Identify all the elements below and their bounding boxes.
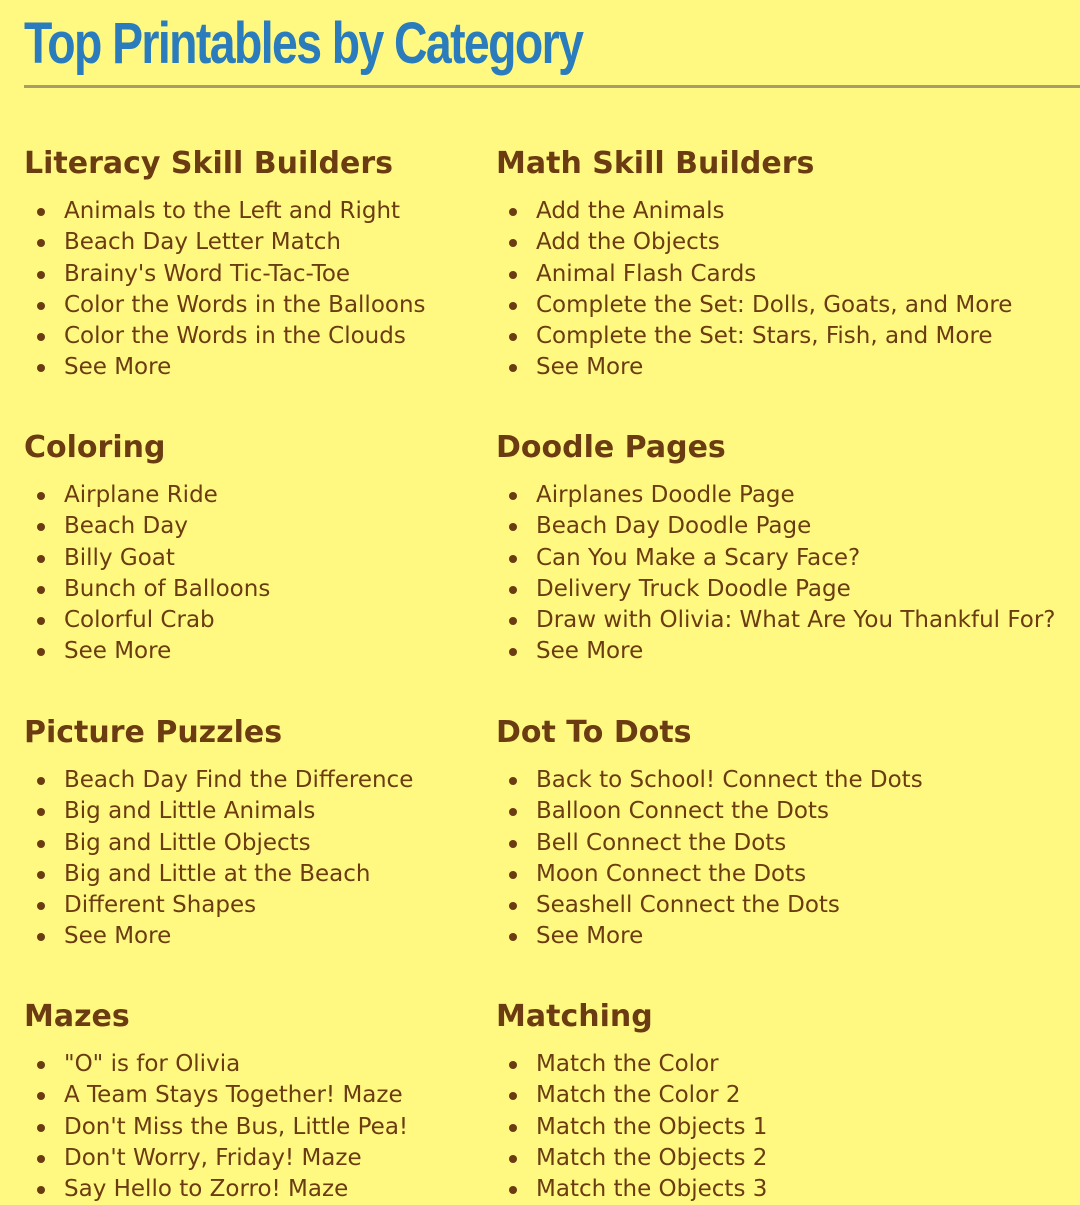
see-more-link[interactable]: See More <box>536 354 644 381</box>
list-item <box>496 1049 1080 1080</box>
list-item <box>496 890 1080 921</box>
title-divider <box>24 85 1080 88</box>
printable-link[interactable]: Beach Day Letter Match <box>64 229 341 256</box>
list-item <box>496 1143 1080 1174</box>
printable-link[interactable]: Billy Goat <box>64 544 175 571</box>
printable-link[interactable]: Big and Little Animals <box>64 798 316 825</box>
category-link-list <box>496 196 1080 384</box>
printable-link[interactable]: Complete the Set: Stars, Fish, and More <box>536 323 993 350</box>
list-item <box>496 259 1080 290</box>
printable-link[interactable]: Add the Objects <box>536 229 720 256</box>
list-item <box>496 227 1080 258</box>
printable-link[interactable]: Back to School! Connect the Dots <box>536 767 923 793</box>
printable-link[interactable]: Don't Miss the Bus, Little Pea! <box>64 1113 409 1140</box>
printable-link[interactable]: Animals to the Left and Right <box>64 198 401 224</box>
list-item <box>496 605 1080 636</box>
list-item <box>496 1112 1080 1143</box>
printable-link[interactable]: Brainy's Word Tic-Tac-Toe <box>64 260 351 287</box>
category-heading: Literacy Skill Builders <box>24 146 394 181</box>
printable-link[interactable]: Airplanes Doodle Page <box>536 482 795 508</box>
list-item <box>496 859 1080 890</box>
printable-link[interactable]: Big and Little Objects <box>64 829 311 856</box>
category-heading: Dot To Dots <box>496 715 692 750</box>
category-heading: Mazes <box>24 999 130 1034</box>
printable-link[interactable]: Complete the Set: Dolls, Goats, and More <box>536 291 1013 318</box>
category-link-list <box>496 1049 1080 1205</box>
printable-link[interactable]: Color the Words in the Balloons <box>64 291 426 318</box>
list-item <box>496 321 1080 352</box>
printable-link[interactable]: Match the Color <box>536 1051 719 1077</box>
list-item <box>496 636 1080 667</box>
printable-link[interactable]: Can You Make a Scary Face? <box>536 544 861 571</box>
category-math-skill-builders <box>496 142 1080 384</box>
printable-link[interactable]: Airplane Ride <box>64 482 218 508</box>
page-title: Top Printables by Category <box>24 11 583 76</box>
list-item <box>496 511 1080 542</box>
category-link-list <box>496 765 1080 953</box>
see-more-link[interactable]: See More <box>64 354 172 381</box>
list-item <box>496 1174 1080 1205</box>
printable-link[interactable]: Say Hello to Zorro! Maze <box>64 1176 349 1203</box>
printable-link[interactable]: Different Shapes <box>64 892 257 919</box>
printable-link[interactable]: "O" is for Olivia <box>64 1051 241 1077</box>
printable-link[interactable]: Beach Day Find the Difference <box>64 767 414 793</box>
printable-link[interactable]: Beach Day <box>64 513 188 540</box>
printable-link[interactable]: Animal Flash Cards <box>536 260 757 287</box>
printable-link[interactable]: Balloon Connect the Dots <box>536 798 829 825</box>
printable-link[interactable]: Match the Objects 3 <box>536 1176 768 1203</box>
see-more-link[interactable]: See More <box>64 923 172 950</box>
printable-link[interactable]: Color the Words in the Clouds <box>64 323 406 350</box>
category-link-list <box>496 480 1080 668</box>
list-item <box>496 574 1080 605</box>
category-heading: Coloring <box>24 430 166 465</box>
printable-link[interactable]: Match the Color 2 <box>536 1082 741 1109</box>
list-item <box>496 480 1080 511</box>
printable-link[interactable]: Moon Connect the Dots <box>536 860 807 887</box>
printable-link[interactable]: Match the Objects 1 <box>536 1113 768 1140</box>
printable-link[interactable]: Seashell Connect the Dots <box>536 892 840 919</box>
printable-link[interactable]: Match the Objects 2 <box>536 1144 768 1171</box>
category-heading: Matching <box>496 999 653 1034</box>
list-item <box>496 290 1080 321</box>
list-item <box>496 828 1080 859</box>
category-heading: Doodle Pages <box>496 430 726 465</box>
printable-link[interactable]: Big and Little at the Beach <box>64 860 371 887</box>
category-dot-to-dots <box>496 711 1080 953</box>
category-heading: Picture Puzzles <box>24 715 283 750</box>
printable-link[interactable]: Draw with Olivia: What Are You Thankful For? <box>536 607 1056 634</box>
printable-link[interactable]: A Team Stays Together! Maze <box>64 1082 403 1109</box>
see-more-link[interactable]: See More <box>536 923 644 950</box>
printable-link[interactable]: Bunch of Balloons <box>64 575 271 602</box>
list-item <box>496 543 1080 574</box>
category-heading: Math Skill Builders <box>496 146 815 181</box>
category-doodle-pages <box>496 426 1080 668</box>
list-item <box>496 352 1080 383</box>
list-item <box>496 1080 1080 1111</box>
category-matching <box>496 995 1080 1205</box>
printable-link[interactable]: Delivery Truck Doodle Page <box>536 575 851 602</box>
printable-link[interactable]: Add the Animals <box>536 198 725 224</box>
printable-link[interactable]: Beach Day Doodle Page <box>536 513 812 540</box>
printable-link[interactable]: Colorful Crab <box>64 607 215 634</box>
list-item <box>496 196 1080 227</box>
printable-link[interactable]: Don't Worry, Friday! Maze <box>64 1144 362 1171</box>
list-item <box>496 796 1080 827</box>
see-more-link[interactable]: See More <box>536 638 644 665</box>
see-more-link[interactable]: See More <box>64 638 172 665</box>
list-item <box>496 765 1080 796</box>
list-item <box>496 921 1080 952</box>
printable-link[interactable]: Bell Connect the Dots <box>536 829 787 856</box>
